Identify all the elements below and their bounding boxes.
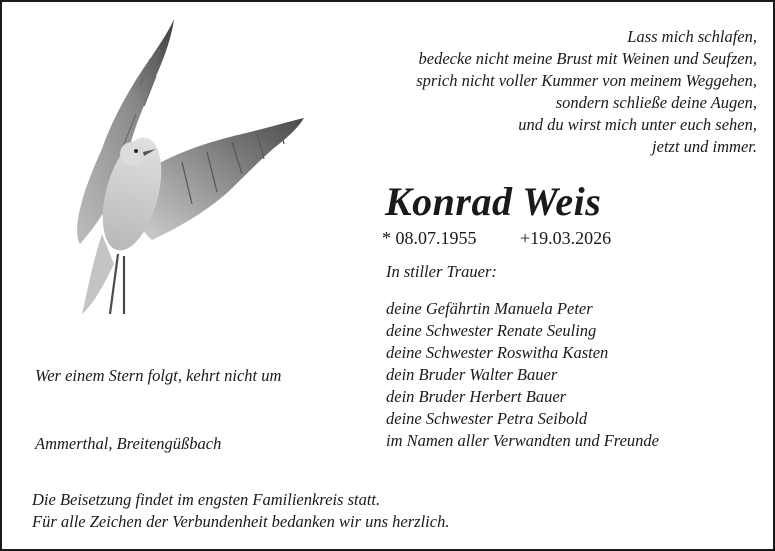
mourners-list (386, 298, 659, 452)
seagull-image (32, 14, 322, 324)
poem-line: bedecke nicht meine Brust mit Weinen und Seufzen, (418, 49, 757, 68)
poem-line: sondern schließe deine Augen, (555, 93, 757, 112)
places: Ammerthal, Breitengüßbach (35, 434, 222, 453)
footer-note (32, 489, 449, 533)
birth-date: * 08.07.1955 (382, 228, 477, 248)
footer-line: Die Beisetzung findet im engsten Familienkreis statt. (32, 490, 381, 509)
mourner-item: im Namen aller Verwandten und Freunde (386, 431, 659, 450)
footer-line: Für alle Zeichen der Verbundenheit bedanken wir uns herzlich. (32, 512, 450, 531)
poem-line: und du wirst mich unter euch sehen, (518, 115, 757, 134)
deceased-name: Konrad Weis (385, 179, 602, 224)
poem (337, 26, 757, 158)
mourner-item: deine Schwester Renate Seuling (386, 321, 597, 340)
mourning-intro: In stiller Trauer: (386, 262, 497, 281)
quote: Wer einem Stern folgt, kehrt nicht um (35, 366, 282, 385)
mourner-item: deine Schwester Petra Seibold (386, 409, 588, 428)
mourner-item: dein Bruder Walter Bauer (386, 365, 558, 384)
poem-line: sprich nicht voller Kummer von meinem Weggehen, (416, 71, 757, 90)
mourner-item: deine Gefährtin Manuela Peter (386, 299, 593, 318)
mourner-item: deine Schwester Roswitha Kasten (386, 343, 609, 362)
poem-line: jetzt und immer. (652, 137, 757, 156)
death-date: +19.03.2026 (520, 228, 612, 248)
poem-line: Lass mich schlafen, (627, 27, 757, 46)
mourner-item: dein Bruder Herbert Bauer (386, 387, 567, 406)
